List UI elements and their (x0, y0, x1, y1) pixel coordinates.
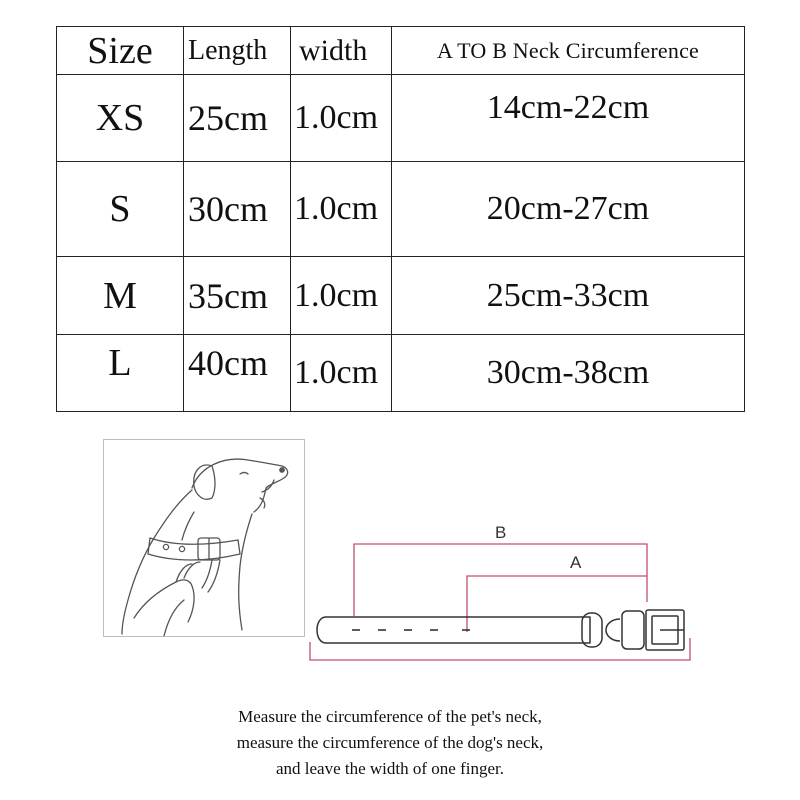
header-length: Length (184, 27, 291, 75)
label-a: A (570, 553, 582, 572)
neck-value: 25cm-33cm (392, 257, 745, 335)
table-row (57, 335, 745, 412)
size-value: S (57, 162, 184, 257)
measure-line-b (354, 544, 647, 616)
size-chart-table (56, 26, 745, 412)
length-value: 30cm (184, 162, 291, 257)
collar-shape (317, 610, 684, 650)
table-row (57, 162, 745, 257)
width-value: 1.0cm (291, 335, 392, 412)
caption-line-2: measure the circumference of the dog's neck, (236, 733, 544, 752)
table-row (57, 75, 745, 162)
length-value: 25cm (184, 75, 291, 162)
caption-line-1: Measure the circumference of the pet's neck, (238, 707, 542, 726)
header-width: width (291, 27, 392, 75)
neck-value: 14cm-22cm (392, 75, 745, 162)
dog-illustration (104, 440, 304, 636)
dog-illustration-panel (103, 439, 305, 637)
measurement-instructions (150, 704, 630, 782)
collar-diagram-svg (300, 512, 700, 664)
measure-line-a (467, 576, 647, 632)
neck-value: 30cm-38cm (392, 335, 745, 412)
size-value: XS (57, 75, 184, 162)
width-value: 1.0cm (291, 75, 392, 162)
collar-measurement-diagram (300, 512, 700, 664)
caption-line-3: and leave the width of one finger. (275, 759, 504, 778)
size-value: L (57, 335, 184, 412)
width-value: 1.0cm (291, 257, 392, 335)
header-neck-circumference: A TO B Neck Circumference (392, 27, 745, 75)
size-value: M (57, 257, 184, 335)
width-value: 1.0cm (291, 162, 392, 257)
label-b: B (495, 523, 507, 542)
length-value: 40cm (184, 335, 291, 412)
length-value: 35cm (184, 257, 291, 335)
table-header-row (57, 27, 745, 75)
neck-value: 20cm-27cm (392, 162, 745, 257)
header-size: Size (57, 27, 184, 75)
table-row (57, 257, 745, 335)
